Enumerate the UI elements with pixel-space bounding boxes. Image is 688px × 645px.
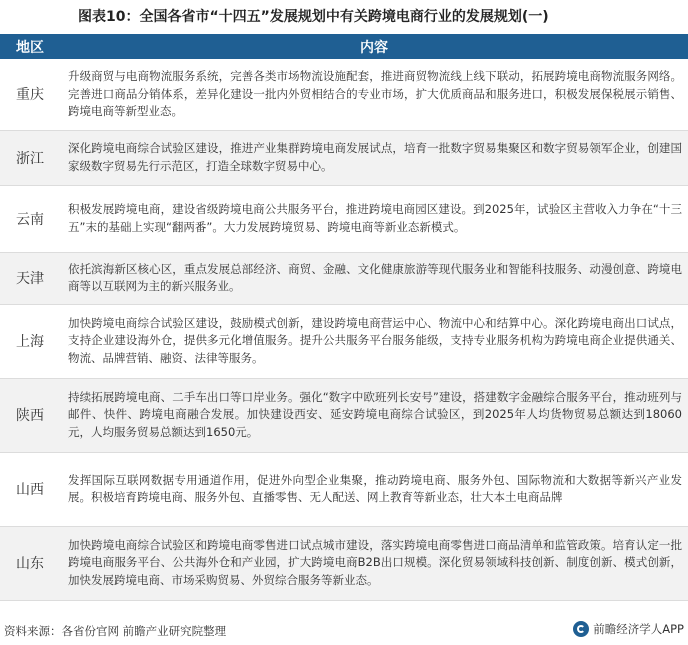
content-cell: 深化跨境电商综合试验区建设，推进产业集群跨境电商发展试点，培育一批数字贸易集聚区和数字贸易领军企业，创建国家级数字贸易先行示范区，打造全球数字贸易中心。 bbox=[60, 130, 688, 185]
figure-title: 图表10：全国各省市“十四五”发展规划中有关跨境电商行业的发展规划(一) bbox=[78, 9, 549, 25]
content-cell: 持续拓展跨境电商、二手车出口等口岸业务。强化“数字中欧班列长安号”建设，搭建数字金融综合服务平台，推动班列与邮件、快件、跨境电商融合发展。加快建设西安、延安跨境电商综合试验区，到2025年人均货物贸易总额达到18060元，人均服务贸易总额达到1650元。 bbox=[60, 378, 688, 452]
figure-footer bbox=[0, 619, 688, 643]
content-cell: 积极发展跨境电商，建设省级跨境电商公共服务平台，推进跨境电商园区建设。到2025年，试验区主营收入力争在“十三五”末的基础上实现“翻两番”。大力发展跨境贸易、跨境电商等新业态新模式。 bbox=[60, 185, 688, 252]
region-cell: 陕西 bbox=[0, 378, 60, 452]
table-row bbox=[0, 185, 688, 252]
table-header-row bbox=[0, 34, 688, 59]
region-cell: 山东 bbox=[0, 526, 60, 600]
content-cell: 依托滨海新区核心区，重点发展总部经济、商贸、金融、文化健康旅游等现代服务业和智能科技服务、动漫创意、跨境电商等以互联网为主的新兴服务业。 bbox=[60, 252, 688, 304]
content-cell: 升级商贸与电商物流服务系统，完善各类市场物流设施配套，推进商贸物流线上线下联动，拓展跨境电商物流服务网络。完善进口商品分销体系，差异化建设一批内外贸相结合的专业市场，扩大优质商品和服务进口，积极发展保税展示销售、跨境电商等新型业态。 bbox=[60, 59, 688, 130]
brand-label: 前瞻经济学人APP bbox=[593, 622, 684, 636]
table-row bbox=[0, 452, 688, 526]
table-row bbox=[0, 130, 688, 185]
brand-mark bbox=[573, 621, 684, 637]
table-row bbox=[0, 526, 688, 600]
region-cell: 山西 bbox=[0, 452, 60, 526]
region-cell: 重庆 bbox=[0, 59, 60, 130]
content-cell: 加快跨境电商综合试验区和跨境电商零售进口试点城市建设，落实跨境电商零售进口商品清单和监管政策。培育认定一批跨境电商服务平台、公共海外仓和产业园，扩大跨境电商B2B出口规模。深化贸易领域科技创新、制度创新、模式创新，加快发展跨境电商、市场采购贸易、外贸综合服务等新业态。 bbox=[60, 526, 688, 600]
content-cell: 发挥国际互联网数据专用通道作用，促进外向型企业集聚，推动跨境电商、服务外包、国际物流和大数据等新兴产业发展。积极培育跨境电商、服务外包、直播零售、无人配送、网上教育等新业态，壮大本土电商品牌 bbox=[60, 452, 688, 526]
header-content: 内容 bbox=[60, 34, 688, 59]
qianzhan-logo-icon bbox=[573, 621, 589, 637]
content-cell: 加快跨境电商综合试验区建设，鼓励模式创新，建设跨境电商营运中心、物流中心和结算中心。深化跨境电商出口试点，支持企业建设海外仓，提供多元化增值服务。提升公共服务平台服务能级，支持专业服务机构为跨境电商企业提供通关、物流、品牌营销、融资、法律等服务。 bbox=[60, 304, 688, 378]
table-row bbox=[0, 59, 688, 130]
plan-table bbox=[0, 34, 688, 601]
region-cell: 浙江 bbox=[0, 130, 60, 185]
table-row bbox=[0, 304, 688, 378]
table-row bbox=[0, 252, 688, 304]
source-note: 资料来源：各省份官网 前瞻产业研究院整理 bbox=[4, 624, 227, 638]
region-cell: 上海 bbox=[0, 304, 60, 378]
table-row bbox=[0, 378, 688, 452]
region-cell: 云南 bbox=[0, 185, 60, 252]
header-region: 地区 bbox=[0, 34, 60, 59]
region-cell: 天津 bbox=[0, 252, 60, 304]
